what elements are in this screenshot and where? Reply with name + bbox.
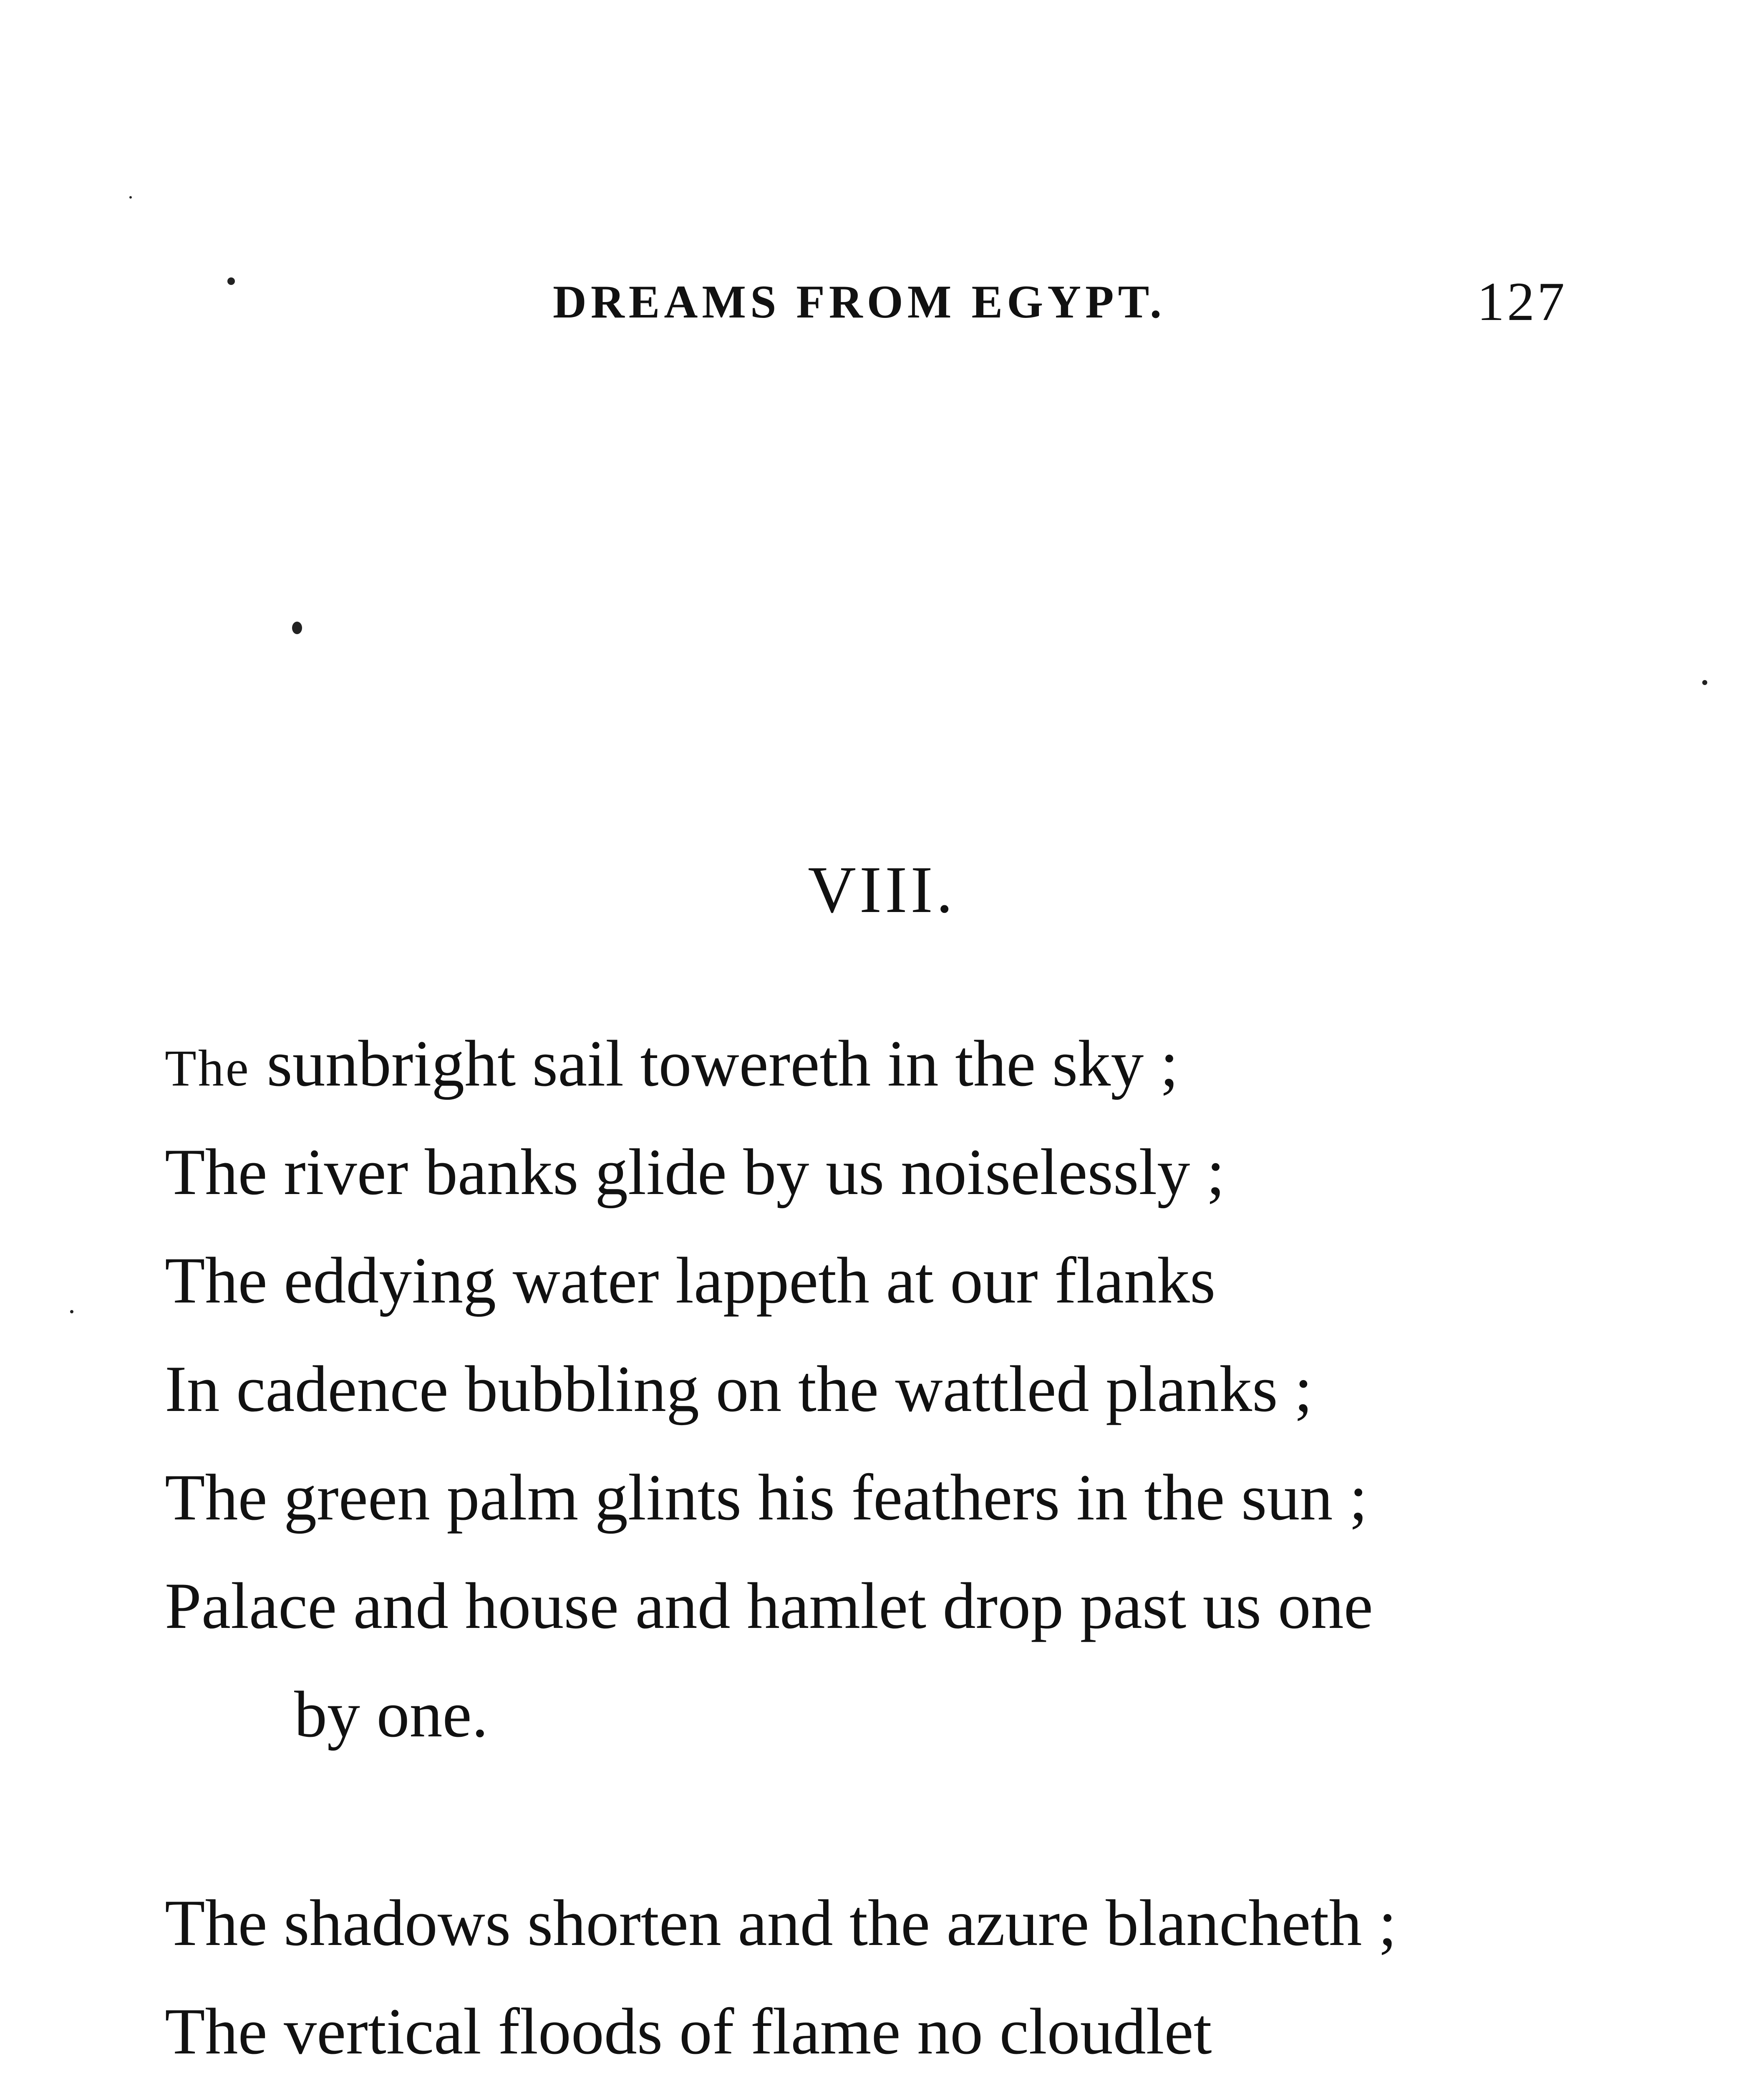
verse-line: [165, 1010, 1604, 1118]
verse-line-text: sunbright sail towereth in the sky ;: [250, 1027, 1179, 1100]
stanza-2: [165, 1869, 1604, 2086]
verse-line: The vertical floods of flame no cloudlet: [165, 1995, 1212, 2068]
verse-lead-word: The: [165, 1040, 250, 1097]
running-head: [0, 271, 1764, 342]
verse-line: In cadence bubbling on the wattled planks ;: [165, 1353, 1313, 1426]
verse-line: The eddying water lappeth at our flanks: [165, 1244, 1216, 1317]
verse-line-continuation: by one.: [294, 1678, 489, 1751]
section-heading: VIII.: [808, 852, 956, 927]
print-speck: [1702, 680, 1707, 685]
print-speck: [227, 277, 235, 285]
running-title: DREAMS FROM EGYPT.: [553, 276, 1166, 328]
verse-line: The river banks glide by us noiselessly ;: [165, 1136, 1225, 1209]
print-speck: [292, 622, 302, 634]
verse-line: The shadows shorten and the azure blancheth ;: [165, 1887, 1397, 1960]
verse-line: Palace and house and hamlet drop past us one: [165, 1570, 1373, 1643]
verse-line: The green palm glints his feathers in the sun ;: [165, 1461, 1368, 1534]
stanza-1: [165, 1010, 1604, 1769]
print-speck: [129, 196, 132, 199]
page-number: 127: [1477, 271, 1567, 332]
print-speck: [70, 1310, 73, 1313]
